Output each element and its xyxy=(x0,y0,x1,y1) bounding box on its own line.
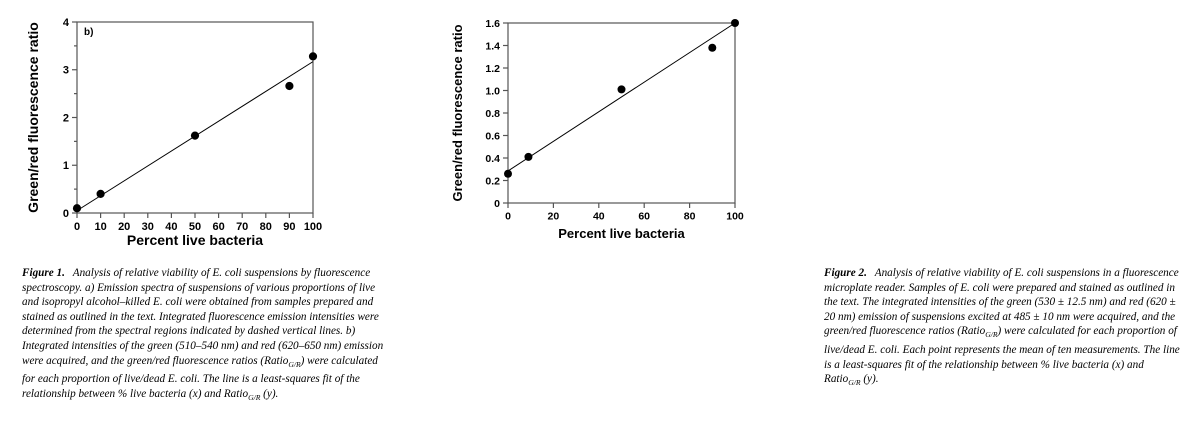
caption-run: ) were calculated for each proportion of live/dead E. coli. xyxy=(22,354,378,386)
data-point xyxy=(618,85,626,93)
y-tick-label: 0 xyxy=(494,197,500,210)
caption-run: Samples of E. coli were prepared and stained as outlined in the text. xyxy=(824,281,1175,309)
x-tick-label: 50 xyxy=(188,221,202,233)
y-tick-label: 1.2 xyxy=(485,62,500,75)
caption-run: Analysis of relative viability of E. coli suspensions in a fluorescence microplate reader. xyxy=(824,267,1179,294)
y-tick-label: 1.0 xyxy=(485,85,500,98)
figure-2-panel xyxy=(400,0,1180,442)
caption-run: Each point represents the mean of ten measurements. xyxy=(902,344,1141,357)
y-tick-label: 3 xyxy=(62,64,69,77)
caption-run: G/R xyxy=(985,330,998,340)
caption-run: G/R xyxy=(248,393,261,403)
x-tick-label: 0 xyxy=(73,221,81,233)
data-point xyxy=(97,190,105,198)
data-point xyxy=(191,132,199,140)
x-axis-label: Percent live bacteria xyxy=(126,232,264,248)
figure-1-chart xyxy=(0,0,400,252)
y-axis-label: Green/red fluorescence ratio xyxy=(450,24,465,202)
y-tick-label: 0 xyxy=(62,207,69,220)
caption-run: G/R xyxy=(848,378,861,388)
x-tick-label: 20 xyxy=(118,221,131,233)
y-tick-label: 0.4 xyxy=(485,152,500,165)
x-tick-label: 80 xyxy=(683,210,696,223)
y-tick-label: 0.8 xyxy=(485,107,500,120)
data-point xyxy=(731,19,739,27)
caption-run: Analysis of relative viability of E. coli suspensions by fluorescence spectroscopy. xyxy=(22,267,371,294)
x-tick-label: 90 xyxy=(283,221,296,233)
x-tick-label: 20 xyxy=(547,210,560,223)
data-point xyxy=(504,170,512,178)
x-tick-label: 80 xyxy=(259,221,272,233)
caption-run: The integrated intensities of the green (530 ± 12.5 nm) and red (620 ± 20 nm) emission of suspensions excited at 485 ± 10 nm were acquired, and the green/red fluorescence ratios (Ratio xyxy=(824,296,1176,338)
x-tick-label: 30 xyxy=(141,221,154,233)
x-axis-label: Percent live bacteria xyxy=(558,226,685,241)
data-point xyxy=(524,153,532,161)
y-tick-label: 2 xyxy=(62,112,69,125)
caption-run: Integrated fluorescence emission intensities were determined from the spectral regions indicated by dashed vertical lines. xyxy=(22,310,379,338)
y-tick-label: 4 xyxy=(62,16,69,29)
figure-1-caption xyxy=(22,266,384,406)
caption-run: G/R xyxy=(288,359,301,369)
figure-1-chart-area xyxy=(0,0,400,252)
x-tick-label: 60 xyxy=(212,221,225,233)
x-tick-label: 40 xyxy=(165,221,178,233)
figure-1-caption-text xyxy=(22,267,384,403)
caption-run: The line is a least-squares fit of the relationship between % live bacteria (x) and Ratio xyxy=(824,344,1180,386)
x-tick-label: 10 xyxy=(94,221,107,233)
x-tick-label: 60 xyxy=(638,210,651,223)
plot-frame xyxy=(508,23,735,203)
x-tick-label: 40 xyxy=(592,210,605,223)
x-tick-label: 70 xyxy=(236,221,249,233)
panel-letter-label: b) xyxy=(84,27,94,38)
y-tick-label: 1.4 xyxy=(485,40,500,53)
data-point xyxy=(285,82,293,90)
x-tick-label: 0 xyxy=(505,210,511,223)
data-point xyxy=(309,52,317,60)
data-point xyxy=(708,44,716,52)
x-tick-label: 100 xyxy=(303,221,323,233)
caption-run: b) Integrated intensities of the green (510–540 nm) and red (620–650 nm) emission were acquired, and the green/red fluorescence ratios (Ratio xyxy=(22,325,384,367)
caption-run: a) Emission spectra of suspensions of various proportions of live and isopropyl alcohol–killed E. coli were obtained from samples prepared and stained as outlined in the text. xyxy=(22,281,376,323)
figure-2-number: Figure 2. xyxy=(824,267,867,279)
y-tick-label: 0.2 xyxy=(485,175,500,188)
figure-1-panel xyxy=(0,0,400,442)
figure-2-chart xyxy=(400,0,800,252)
x-tick-label: 100 xyxy=(726,210,744,223)
caption-run: The line is a least-squares fit of the relationship between % live bacteria (x) and Ratio xyxy=(22,373,360,400)
figure-2-caption xyxy=(824,266,1180,391)
figure-2-chart-area xyxy=(400,0,800,252)
y-tick-label: 1 xyxy=(62,160,69,173)
y-tick-label: 1.6 xyxy=(485,17,500,30)
data-point xyxy=(73,204,81,212)
figure-2-caption-text xyxy=(824,267,1180,388)
figure-1-number: Figure 1. xyxy=(22,267,65,279)
plot-frame xyxy=(77,22,313,213)
y-axis-label: Green/red fluorescence ratio xyxy=(25,22,41,213)
caption-run: ) were calculated for each proportion of live/dead E. coli. xyxy=(824,325,1177,357)
caption-run: (y). xyxy=(260,387,279,400)
y-tick-label: 0.6 xyxy=(485,130,500,143)
caption-run: (y). xyxy=(860,373,879,386)
